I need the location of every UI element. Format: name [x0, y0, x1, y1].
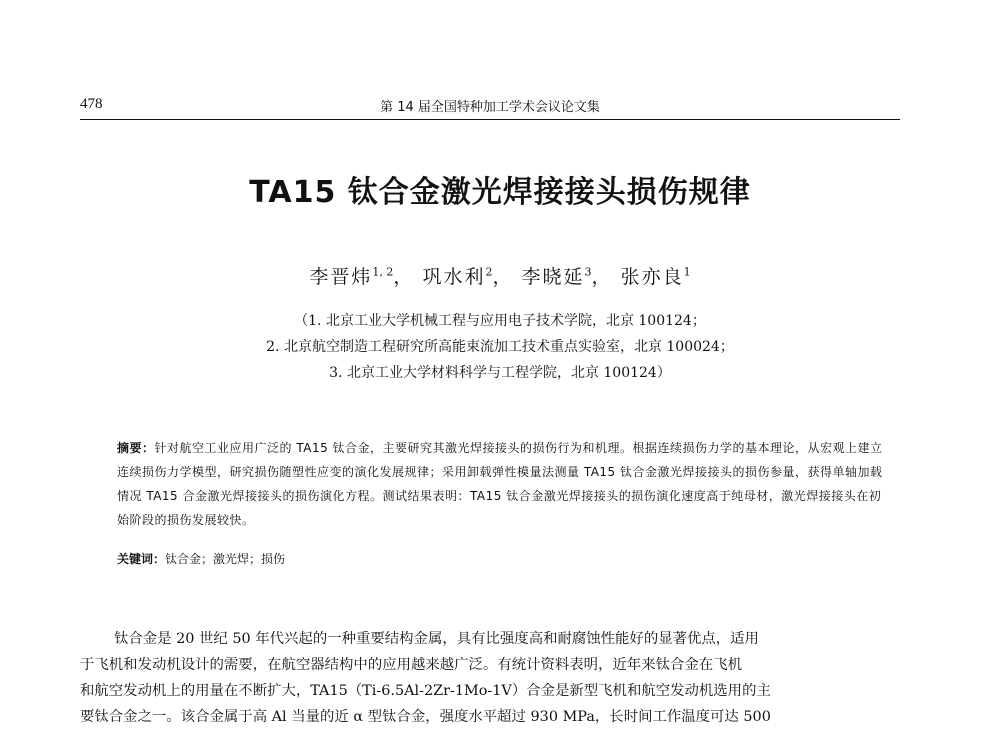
author-list	[0, 262, 1000, 289]
body-paragraph	[80, 626, 910, 730]
author-separator: ，	[393, 266, 415, 288]
keywords-text: 钛合金；激光焊；损伤	[165, 552, 286, 566]
body-line: 于飞机和发动机设计的需要，在航空器结构中的应用越来越广泛。有统计资料表明，近年来钛合金在飞机	[80, 657, 742, 673]
header-rule	[80, 119, 900, 120]
running-title: 第 14 届全国特种加工学术会议论文集	[380, 100, 600, 115]
author-name: 巩水利	[422, 266, 486, 288]
author-name: 张亦良	[620, 266, 684, 288]
abstract-text: 针对航空工业应用广泛的 TA15 钛合金，主要研究其激光焊接接头的损伤行为和机理。根据连续损伤力学的基本理论，从宏观上建立连续损伤力学模型，研究损伤随塑性应变的演化发展规律；采用卸载弹性模量法测量 TA15 钛合金激光焊接接头的损伤参量，获得单轴加载情况 TA15 合金激光焊接接头的损伤演化方程。测试结果表明：TA15 钛合金激光焊接接头的损伤演化速度高于纯母材，激光焊接接头在初始阶段的损伤发展较快。	[117, 441, 883, 527]
running-header	[80, 96, 900, 120]
author-affiliation-mark: 3	[584, 265, 592, 279]
abstract	[117, 436, 887, 532]
body-line: 要钛合金之一。该合金属于高 Al 当量的近 α 型钛合金，强度水平超过 930 MPa，长时间工作温度可达 500	[80, 709, 771, 725]
affiliation-list	[0, 308, 1000, 386]
author-affiliation-mark: 2	[485, 265, 493, 279]
affiliation-line: 3. 北京工业大学材料科学与工程学院，北京 100124）	[329, 365, 671, 381]
author-affiliation-mark: 1	[683, 265, 691, 279]
author-separator: ，	[492, 266, 514, 288]
body-line: 和航空发动机上的用量在不断扩大，TA15（Ti-6.5Al-2Zr-1Mo-1V）合金是新型飞机和航空发动机选用的主	[80, 683, 771, 699]
affiliation-line: 2. 北京航空制造工程研究所高能束流加工技术重点实验室，北京 100024；	[266, 339, 734, 355]
paper-title: TA15 钛合金激光焊接接头损伤规律	[249, 175, 751, 210]
body-line: 钛合金是 20 世纪 50 年代兴起的一种重要结构金属，具有比强度高和耐腐蚀性能好的显著优点，适用	[114, 631, 759, 647]
author-affiliation-mark: 1, 2	[372, 265, 394, 279]
page-number: 478	[80, 96, 103, 112]
author-separator: ，	[591, 266, 613, 288]
abstract-label: 摘要：	[117, 441, 155, 455]
affiliation-line: （1. 北京工业大学机械工程与应用电子技术学院，北京 100124；	[294, 313, 706, 329]
keywords	[117, 550, 285, 567]
author-name: 李晋炜	[309, 266, 373, 288]
keywords-label: 关键词：	[117, 552, 166, 566]
author-name: 李晓延	[521, 266, 585, 288]
